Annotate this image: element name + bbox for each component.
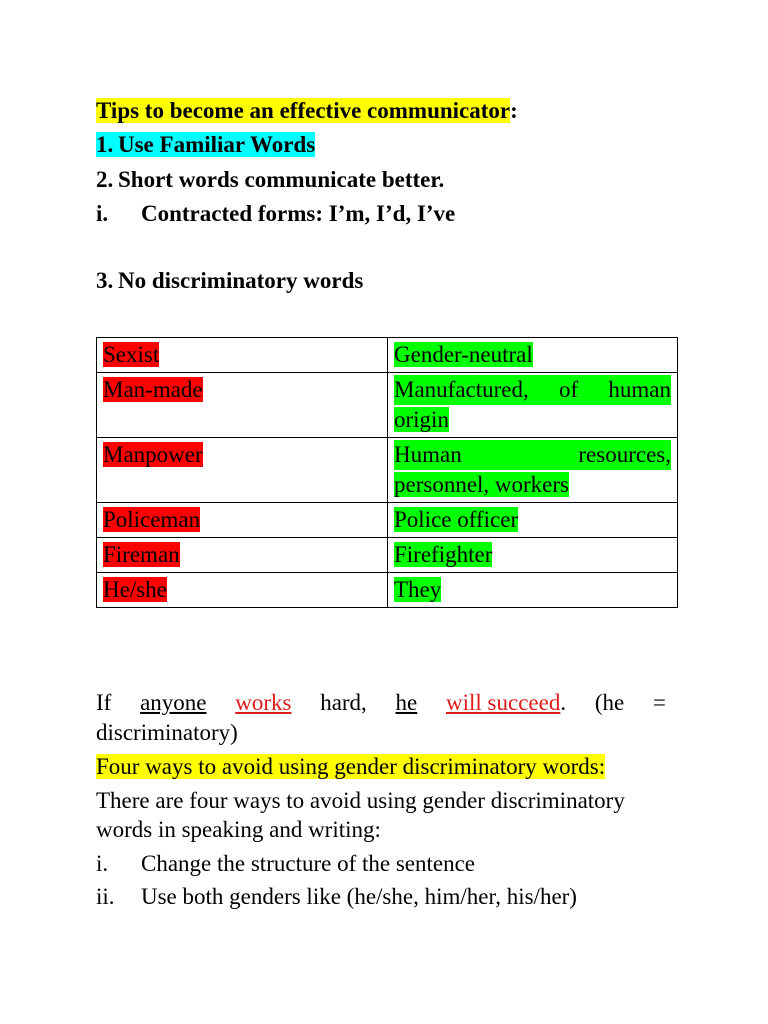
tip-1-number: 1.: [96, 132, 114, 157]
example-word-red: will succeed: [446, 690, 561, 715]
neutral-word-part: resources,: [578, 442, 671, 467]
example-line-1: [96, 688, 666, 718]
example-word-underlined: he: [395, 690, 418, 715]
discriminatory-word: Man-made: [103, 377, 203, 402]
tip-1: [96, 130, 315, 160]
four-ways-intro-line-1: There are four ways to avoid using gender discriminatory: [96, 788, 625, 813]
example-word: hard,: [320, 690, 367, 715]
neutral-word-line-2: origin: [394, 407, 449, 432]
tip-3-text: No discriminatory words: [118, 268, 364, 293]
discriminatory-word: Manpower: [103, 442, 203, 467]
document-heading: [96, 96, 518, 126]
table-cell-right: [388, 573, 678, 608]
example-word-underlined: anyone: [140, 690, 207, 715]
tip-2-sub-i-number: i.: [96, 201, 109, 226]
tip-2-sub-i: [96, 199, 455, 229]
word-comparison-table: [96, 337, 678, 608]
tip-2-text: Short words communicate better.: [118, 167, 445, 192]
neutral-word: Gender-neutral: [394, 342, 533, 367]
neutral-word-line-1: [394, 440, 671, 470]
table-cell-right: [388, 538, 678, 573]
way-i-text: Change the structure of the sentence: [141, 851, 476, 876]
example-word: If: [96, 690, 112, 715]
table-row: [97, 538, 678, 573]
table-cell-right: [388, 373, 678, 438]
tip-3-number: 3.: [96, 268, 114, 293]
way-i: [96, 849, 475, 879]
example-word-red: works: [235, 690, 292, 715]
tip-3: [96, 266, 363, 296]
example-word: (he: [594, 690, 625, 715]
four-ways-heading: [96, 752, 605, 782]
heading-colon: :: [510, 98, 518, 123]
heading-text: Tips to become an effective communicator: [96, 98, 511, 123]
table-row: [97, 373, 678, 438]
example-period: .: [560, 690, 567, 715]
way-i-number: i.: [96, 851, 109, 876]
neutral-word: They: [394, 577, 442, 602]
four-ways-heading-text: Four ways to avoid using gender discriminatory words:: [96, 754, 606, 779]
tip-2-number: 2.: [96, 167, 114, 192]
neutral-word-line-1: [394, 375, 671, 405]
neutral-word-part: of: [558, 377, 579, 402]
table-cell-left: [97, 573, 388, 608]
discriminatory-word: Fireman: [103, 542, 180, 567]
example-word: =: [652, 690, 666, 715]
neutral-word: Police officer: [394, 507, 519, 532]
tip-2-sub-i-text: Contracted forms: I’m, I’d, I’ve: [141, 201, 456, 226]
tip-2: [96, 165, 444, 195]
neutral-word: Firefighter: [394, 542, 493, 567]
discriminatory-word: Sexist: [103, 342, 160, 367]
table-row: [97, 503, 678, 538]
table-cell-left: [97, 338, 388, 373]
table-cell-right: [388, 438, 678, 503]
way-ii-number: ii.: [96, 884, 115, 909]
table-cell-right: [388, 338, 678, 373]
table-row: [97, 438, 678, 503]
tip-1-text: Use Familiar Words: [118, 132, 316, 157]
four-ways-intro-line-2: words in speaking and writing:: [96, 817, 381, 842]
table-cell-right: [388, 503, 678, 538]
table-cell-left: [97, 503, 388, 538]
discriminatory-word: He/she: [103, 577, 167, 602]
table-cell-left: [97, 373, 388, 438]
table-cell-left: [97, 438, 388, 503]
table-row: [97, 338, 678, 373]
table-row: [97, 573, 678, 608]
neutral-word-part: Human: [394, 442, 462, 467]
way-ii: [96, 882, 577, 912]
example-line-2: discriminatory): [96, 720, 238, 745]
example-sentence: [96, 688, 666, 748]
table-cell-left: [97, 538, 388, 573]
neutral-word-line-2: personnel, workers: [394, 472, 570, 497]
discriminatory-word: Policeman: [103, 507, 201, 532]
way-ii-text: Use both genders like (he/she, him/her, his/her): [141, 884, 577, 909]
neutral-word-part: Manufactured,: [394, 377, 529, 402]
neutral-word-part: human: [608, 377, 671, 402]
